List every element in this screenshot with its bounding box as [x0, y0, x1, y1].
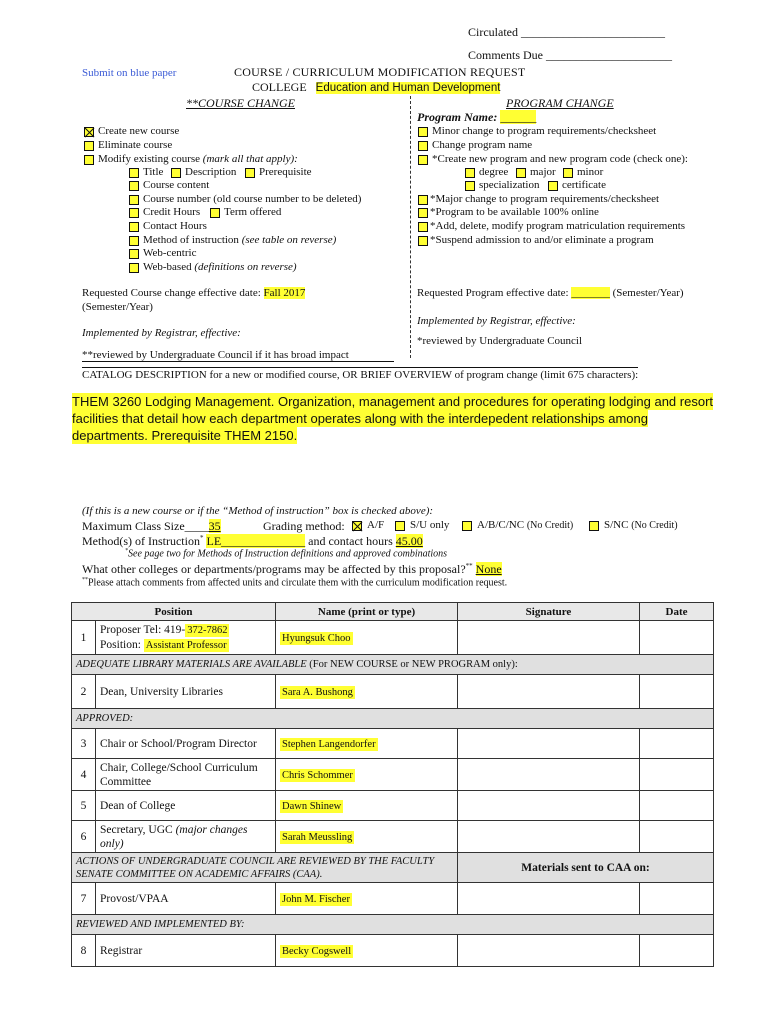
- eliminate-course-label: Eliminate course: [98, 139, 173, 151]
- signature-cell[interactable]: [458, 935, 640, 967]
- comments-due-label: Comments Due: [468, 48, 543, 62]
- date-cell[interactable]: [640, 791, 714, 821]
- change-name-checkbox[interactable]: [418, 141, 428, 151]
- grade-abc-label: A/B/C/NC: [477, 519, 525, 531]
- position-cell: Provost/VPAA: [96, 883, 276, 915]
- name-cell[interactable]: [276, 935, 458, 967]
- position-cell: Dean of College: [96, 791, 276, 821]
- form-title: COURSE / CURRICULUM MODIFICATION REQUEST: [234, 65, 526, 79]
- catalog-line-3: departments. Prerequisite THEM 2150.: [72, 428, 298, 443]
- approved-section: APPROVED:: [72, 709, 714, 729]
- header-date: Date: [640, 603, 714, 621]
- method-instruction-value[interactable]: LE______________: [206, 534, 306, 548]
- proposer-position-cell: [96, 621, 276, 655]
- row7-name: John M. Fischer: [282, 893, 350, 905]
- position-cell: Dean, University Libraries: [96, 675, 276, 709]
- date-cell[interactable]: [640, 729, 714, 759]
- grade-abc-note: (No Credit): [526, 520, 574, 531]
- matriculation-checkbox[interactable]: [418, 222, 428, 232]
- create-course-label: Create new course: [98, 125, 180, 137]
- row4-name: Chris Schommer: [282, 769, 353, 781]
- row6-position-note: (major changes only): [100, 823, 248, 850]
- program-effective-unit: (Semester/Year): [612, 287, 684, 299]
- catalog-description[interactable]: [72, 393, 713, 444]
- date-cell[interactable]: [640, 621, 714, 655]
- program-effective-line: [417, 287, 684, 299]
- course-number-label: Course number (old course number to be deleted): [143, 193, 362, 205]
- specialization-label: specialization: [479, 179, 540, 191]
- section-row: [72, 655, 714, 675]
- row6-name: Sarah Meussling: [282, 831, 353, 843]
- web-centric-checkbox[interactable]: [129, 249, 139, 259]
- instruction-note: (If this is a new course or if the “Method of instruction” box is checked above):: [82, 505, 434, 517]
- program-name-line: [417, 110, 536, 125]
- proposer-position-value[interactable]: Assistant Professor: [145, 639, 227, 651]
- table-row: [72, 759, 714, 791]
- row3-name: Stephen Langendorfer: [282, 738, 376, 750]
- proposer-tel-value[interactable]: 372-7862: [187, 624, 228, 636]
- header-position: Position: [72, 603, 276, 621]
- max-class-label: Maximum Class Size____: [82, 519, 209, 533]
- table-row: [72, 675, 714, 709]
- catalog-label: CATALOG DESCRIPTION for a new or modified course, OR BRIEF OVERVIEW of program change (limit 675 characters):: [82, 369, 639, 381]
- affected-line: [82, 562, 502, 577]
- course-change-heading: **COURSE CHANGE: [186, 96, 295, 110]
- prerequisite-label: Prerequisite: [259, 166, 312, 178]
- date-cell[interactable]: [640, 883, 714, 915]
- course-review-note: **reviewed by Undergraduate Council if it has broad impact: [82, 349, 349, 361]
- header-signature: Signature: [458, 603, 640, 621]
- matriculation-label: *Add, delete, modify program matriculation requirements: [430, 220, 686, 232]
- modify-course-line: [98, 153, 298, 165]
- table-row: [72, 621, 714, 655]
- ugc-section: ACTIONS OF UNDERGRADUATE COUNCIL ARE REVIEWED BY THE FACULTY SENATE COMMITTEE ON ACADEMIC AFFAIRS (CAA).: [72, 853, 458, 883]
- grade-su-label: S/U only: [410, 519, 450, 531]
- row2-name: Sara A. Bushong: [282, 686, 353, 698]
- date-cell[interactable]: [640, 675, 714, 709]
- description-checkbox[interactable]: [171, 168, 181, 178]
- max-class-value[interactable]: 35: [208, 519, 221, 533]
- term-offered-label: Term offered: [224, 206, 282, 218]
- section-row: [72, 709, 714, 729]
- college-line: [252, 80, 500, 95]
- contact-hours-label: Contact Hours: [143, 220, 207, 232]
- name-cell[interactable]: [276, 821, 458, 853]
- position-cell: [96, 821, 276, 853]
- grade-snc-line: [604, 519, 678, 531]
- modify-course-checkbox[interactable]: [84, 155, 94, 165]
- grade-su-checkbox[interactable]: [395, 521, 405, 531]
- grade-snc-checkbox[interactable]: [589, 521, 599, 531]
- row-number: 1: [72, 621, 96, 655]
- college-label: COLLEGE: [252, 80, 307, 94]
- online-label: *Program to be available 100% online: [430, 206, 599, 218]
- header-name: Name (print or type): [276, 603, 458, 621]
- credit-hours-label: Credit Hours: [143, 206, 201, 218]
- contact-hours-text: and contact hours: [308, 534, 393, 548]
- web-based-checkbox[interactable]: [129, 263, 139, 273]
- date-cell[interactable]: [640, 935, 714, 967]
- row-number: 2: [72, 675, 96, 709]
- section-row: [72, 915, 714, 935]
- degree-label: degree: [479, 166, 509, 178]
- signoff-header-row: [72, 603, 714, 621]
- web-based-note: (definitions on reverse): [194, 261, 297, 273]
- table-row: [72, 935, 714, 967]
- major-label: major: [530, 166, 556, 178]
- web-based-label: Web-based: [143, 261, 192, 273]
- signature-cell[interactable]: [458, 791, 640, 821]
- affected-label: What other colleges or departments/programs may be affected by this proposal?: [82, 562, 466, 576]
- program-effective-label: Requested Program effective date:: [417, 287, 569, 299]
- date-cell[interactable]: [640, 759, 714, 791]
- title-label: Title: [143, 166, 164, 178]
- description-label: Description: [185, 166, 237, 178]
- table-row: [72, 791, 714, 821]
- major-checkbox[interactable]: [516, 168, 526, 178]
- create-program-label: *Create new program and new program code (check one):: [432, 153, 688, 165]
- submit-note: Submit on blue paper: [82, 67, 177, 79]
- proposer-position-label: Position:: [100, 638, 141, 651]
- grade-af-label: A/F: [367, 519, 385, 531]
- position-cell: Chair, College/School Curriculum Committee: [96, 759, 276, 791]
- course-review-rule: [82, 361, 394, 362]
- see-page-note: [125, 548, 447, 559]
- web-based-line: [143, 261, 297, 273]
- course-implemented: Implemented by Registrar, effective:: [82, 327, 241, 339]
- library-section-note: (For NEW COURSE or NEW PROGRAM only):: [309, 659, 518, 670]
- program-implemented: Implemented by Registrar, effective:: [417, 315, 576, 327]
- change-name-label: Change program name: [432, 139, 533, 151]
- signature-cell[interactable]: [458, 621, 640, 655]
- proposer-tel-label: Proposer Tel: 419-: [100, 623, 186, 636]
- major-change-checkbox[interactable]: [418, 195, 428, 205]
- grade-snc-label: S/NC: [604, 519, 629, 531]
- signature-cell[interactable]: [458, 883, 640, 915]
- major-change-label: *Major change to program requirements/checksheet: [430, 193, 660, 205]
- attach-note-sup: **: [82, 577, 88, 583]
- grading-label: Grading method:: [263, 519, 345, 533]
- minor-checkbox[interactable]: [563, 168, 573, 178]
- credit-hours-checkbox[interactable]: [129, 208, 139, 218]
- contact-hours-checkbox[interactable]: [129, 222, 139, 232]
- row6-position: Secretary, UGC: [100, 823, 173, 836]
- program-review-note: *reviewed by Undergraduate Council: [417, 335, 583, 347]
- degree-checkbox[interactable]: [465, 168, 475, 178]
- section-row: [72, 853, 714, 883]
- affected-sup: **: [465, 562, 473, 570]
- row-number: 3: [72, 729, 96, 759]
- grade-abc-line: [477, 519, 573, 531]
- course-content-label: Course content: [143, 179, 210, 191]
- method-note: (see table on reverse): [241, 234, 337, 246]
- row-number: 7: [72, 883, 96, 915]
- method-line: [143, 234, 336, 246]
- caa-label[interactable]: Materials sent to CAA on:: [458, 853, 714, 883]
- circulated-label: Circulated: [468, 25, 518, 39]
- name-cell[interactable]: [276, 759, 458, 791]
- create-program-checkbox[interactable]: [418, 155, 428, 165]
- attach-note: Please attach comments from affected units and circulate them with the curriculum modification request.: [88, 577, 508, 589]
- column-divider: [410, 96, 411, 358]
- row-number: 4: [72, 759, 96, 791]
- catalog-line-1: THEM 3260 Lodging Management. Organization, management and procedures for operating lodging and resort: [72, 394, 714, 409]
- affected-value[interactable]: None: [475, 562, 502, 576]
- reviewed-section: REVIEWED AND IMPLEMENTED BY:: [72, 915, 714, 935]
- program-effective-value[interactable]: _______: [571, 287, 610, 299]
- comments-due-blank[interactable]: _____________________: [546, 48, 672, 62]
- signature-cell[interactable]: [458, 675, 640, 709]
- course-effective-label: Requested Course change effective date:: [82, 287, 261, 299]
- row-number: 8: [72, 935, 96, 967]
- course-effective-value[interactable]: Fall 2017: [263, 287, 306, 299]
- program-name-value[interactable]: ______: [500, 110, 537, 124]
- position-cell: Chair or School/Program Director: [96, 729, 276, 759]
- certificate-checkbox[interactable]: [548, 181, 558, 191]
- comments-due-line: [468, 48, 672, 63]
- library-section: [72, 655, 714, 675]
- method-checkbox[interactable]: [129, 236, 139, 246]
- course-effective-line: [82, 287, 305, 299]
- table-row: [72, 821, 714, 853]
- certificate-label: certificate: [562, 179, 606, 191]
- web-centric-label: Web-centric: [143, 247, 197, 259]
- contact-hours-value[interactable]: 45.00: [395, 534, 423, 548]
- signature-cell[interactable]: [458, 729, 640, 759]
- see-page-sup: *: [125, 548, 128, 554]
- course-number-checkbox[interactable]: [129, 195, 139, 205]
- row5-name: Dawn Shinew: [282, 800, 342, 812]
- eliminate-course-checkbox[interactable]: [84, 141, 94, 151]
- circulated-line: [468, 25, 665, 40]
- minor-change-label: Minor change to program requirements/checksheet: [432, 125, 657, 137]
- suspend-checkbox[interactable]: [418, 236, 428, 246]
- minor-change-checkbox[interactable]: [418, 127, 428, 137]
- signature-cell[interactable]: [458, 821, 640, 853]
- position-cell: Registrar: [96, 935, 276, 967]
- modify-course-label: Modify existing course: [98, 153, 201, 165]
- online-checkbox[interactable]: [418, 208, 428, 218]
- method-instruction-line: [82, 534, 423, 549]
- course-effective-unit: (Semester/Year): [82, 301, 153, 313]
- max-class-line: [82, 519, 221, 534]
- grade-snc-note: (No Credit): [631, 520, 678, 531]
- row-number: 5: [72, 791, 96, 821]
- method-label: Method of instruction: [143, 234, 239, 246]
- name-cell[interactable]: [276, 791, 458, 821]
- row8-name: Becky Cogswell: [282, 945, 352, 957]
- name-cell[interactable]: [276, 729, 458, 759]
- name-cell[interactable]: [276, 883, 458, 915]
- attach-note-line: [82, 577, 507, 588]
- minor-label: minor: [577, 166, 604, 178]
- suspend-label: *Suspend admission to and/or eliminate a program: [430, 234, 654, 246]
- date-cell[interactable]: [640, 821, 714, 853]
- signature-cell[interactable]: [458, 759, 640, 791]
- catalog-line-2: facilities that detail how each department operates along with the interdepedent relationships among: [72, 411, 648, 426]
- program-name-label: Program Name:: [417, 110, 498, 124]
- row-number: 6: [72, 821, 96, 853]
- title-checkbox[interactable]: [129, 168, 139, 178]
- name-cell[interactable]: [276, 621, 458, 655]
- see-page-text: See page two for Methods of Instruction definitions and approved combinations: [128, 548, 448, 560]
- grade-abc-checkbox[interactable]: [462, 521, 472, 531]
- method-instruction-sup: *: [199, 534, 204, 542]
- circulated-blank[interactable]: ________________________: [520, 25, 665, 39]
- program-change-heading: PROGRAM CHANGE: [506, 96, 614, 110]
- table-row: [72, 729, 714, 759]
- proposer-name: Hyungsuk Choo: [282, 632, 351, 644]
- name-cell[interactable]: [276, 675, 458, 709]
- course-content-checkbox[interactable]: [129, 181, 139, 191]
- prerequisite-checkbox[interactable]: [245, 168, 255, 178]
- term-offered-checkbox[interactable]: [210, 208, 220, 218]
- grade-af-checkbox[interactable]: [352, 521, 362, 531]
- create-course-checkbox[interactable]: [84, 127, 94, 137]
- table-row: [72, 883, 714, 915]
- college-value[interactable]: Education and Human Development: [315, 82, 501, 94]
- modify-course-note: (mark all that apply):: [202, 153, 298, 165]
- library-section-label: ADEQUATE LIBRARY MATERIALS ARE AVAILABLE: [76, 659, 307, 670]
- specialization-checkbox[interactable]: [465, 181, 475, 191]
- signoff-table: [71, 602, 714, 967]
- method-instruction-label: Method(s) of Instruction: [82, 534, 200, 548]
